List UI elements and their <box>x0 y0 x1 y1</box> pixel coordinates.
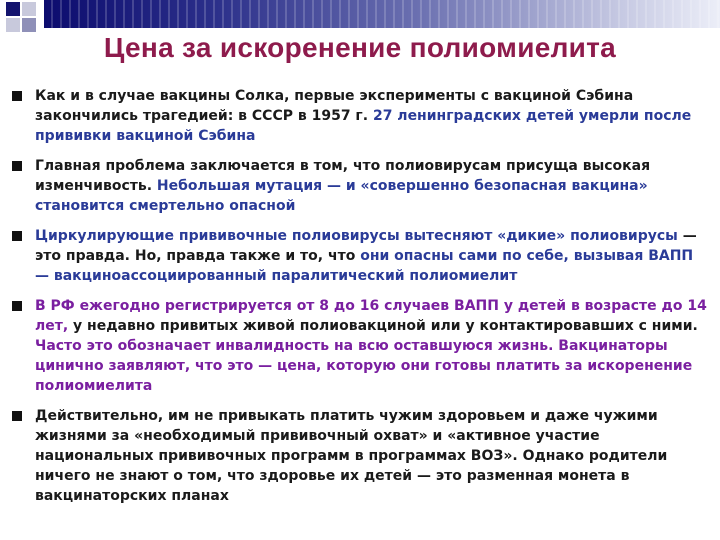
bullet-text: Действительно, им не привыкать платить чужим здоровьем и даже чужими жизнями за «необходимый прививочный охват» и «активное участие национальных прививочных программ в программах ВОЗ». Однако родители ничего не знают о том, что здоровье их детей — это разменная монета в вакцинаторских планах <box>35 408 668 504</box>
corner-square-light <box>22 2 36 16</box>
bullet-item <box>10 86 708 146</box>
bullet-text: у недавно привитых живой полиовакциной или у контактировавших с ними. <box>68 318 698 334</box>
square-bullet-icon <box>12 161 22 171</box>
bullet-text-emphasis: Часто это обозначает инвалидность на всю оставшуюся жизнь. Вакцинаторы цинично заявляют, что это — цена, которую они готовы платить за искоренение полиомиелита <box>35 338 693 394</box>
square-bullet-icon <box>12 301 22 311</box>
bullet-item <box>10 156 708 216</box>
corner-square-dark <box>6 2 20 16</box>
bullet-text: Как и в случае вакцины Солка, первые эксперименты с вакциной Сэбина закончились трагедией: в СССР в 1957 г. <box>35 88 634 124</box>
header-stripes <box>44 0 720 28</box>
bullet-text-highlight: Циркулирующие прививочные полиовирусы вытесняют «дикие» полиовирусы <box>35 228 678 244</box>
corner-square-medium <box>22 18 36 32</box>
bullet-item <box>10 226 708 286</box>
square-bullet-icon <box>12 231 22 241</box>
bullet-text: — это правда. Но, правда также и то, что <box>35 228 697 264</box>
bullet-item <box>10 406 708 506</box>
bullet-text-highlight: Небольшая мутация — и «совершенно безопасная вакцина» становится смертельно опасной <box>35 178 648 214</box>
bullet-text-highlight: 27 ленинградских детей умерли после прививки вакциной Сэбина <box>35 108 692 144</box>
bullet-text: Главная проблема заключается в том, что полиовирусам присуща высокая изменчивость. <box>35 158 651 194</box>
bullet-list <box>10 86 708 516</box>
bullet-item <box>10 296 708 396</box>
bullet-text-emphasis: В РФ ежегодно регистрируется от 8 до 16 случаев ВАПП у детей в возрасте до 14 лет, <box>35 298 707 334</box>
slide-title: Цена за искоренение полиомиелита <box>103 32 617 63</box>
bullet-text-highlight: они опасны сами по себе, вызывая ВАПП — вакциноассоциированный паралитический полиомиелит <box>35 248 694 284</box>
corner-square-light <box>6 18 20 32</box>
square-bullet-icon <box>12 411 22 421</box>
square-bullet-icon <box>12 91 22 101</box>
